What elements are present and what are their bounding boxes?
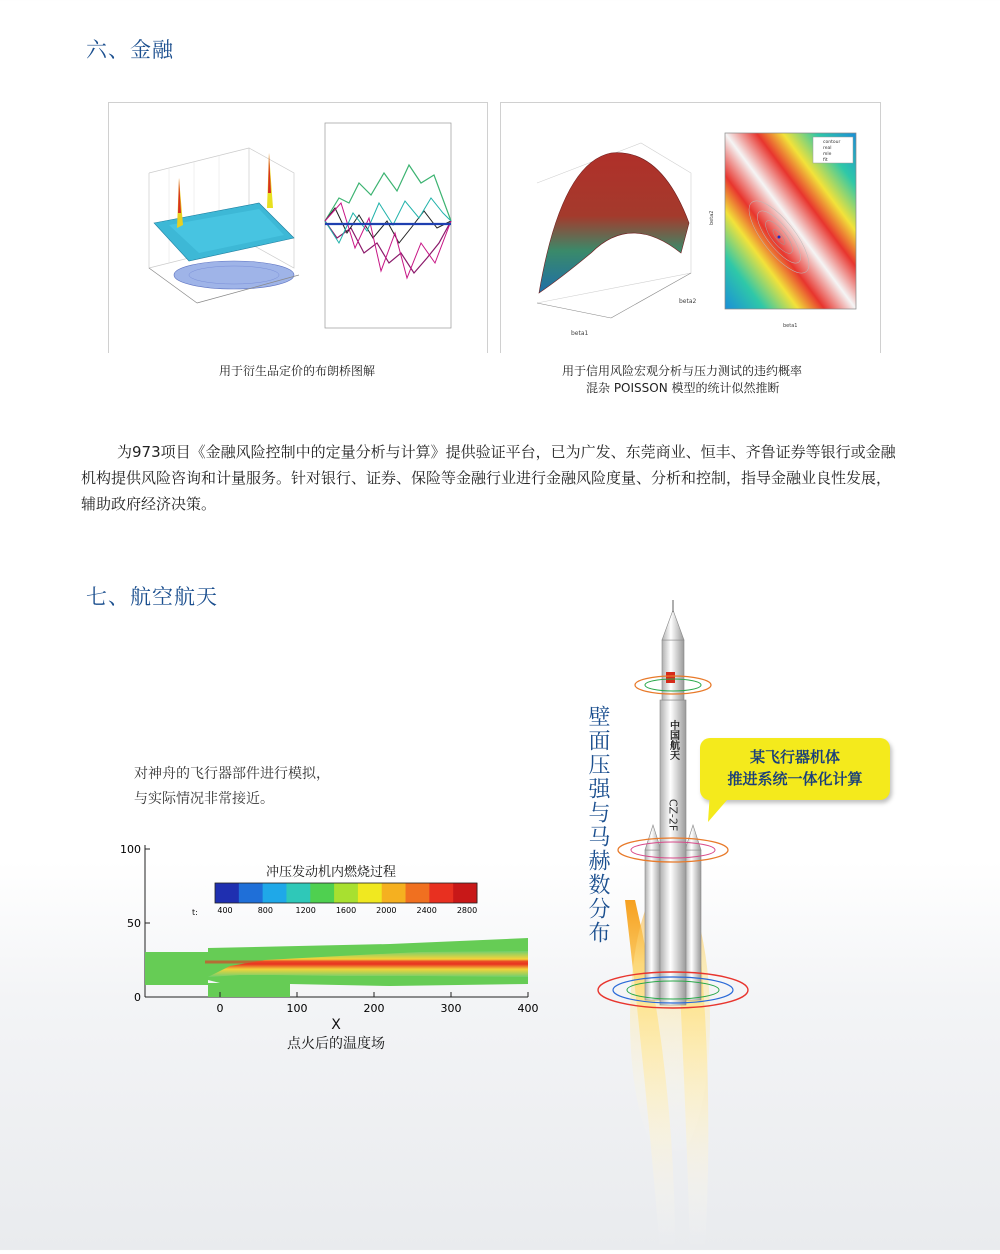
colorbar-swatch xyxy=(382,883,406,903)
legend-mle: mle xyxy=(823,152,832,157)
brownian-bridge-plots xyxy=(109,103,487,353)
colorbar-swatch xyxy=(310,883,334,903)
y-tick-label: 50 xyxy=(127,917,141,930)
x-tick-label: 400 xyxy=(517,1002,539,1015)
bridge-surface-plot xyxy=(149,148,299,303)
colorbar-tick-label: 2800 xyxy=(456,906,478,915)
likelihood-plots xyxy=(501,103,880,353)
colorbar-swatch xyxy=(263,883,287,903)
section-6-title: 六、金融 xyxy=(86,38,174,62)
surface-xlabel: beta1 xyxy=(571,330,589,337)
likelihood-surface-plot xyxy=(537,143,697,337)
colorbar-tick-label: 1600 xyxy=(335,906,357,915)
figure-poisson-likelihood xyxy=(500,102,881,353)
colorbar-label: t: xyxy=(192,908,198,917)
colorbar-swatch xyxy=(358,883,382,903)
surface-ylabel: beta2 xyxy=(679,298,697,305)
legend-contour: contour xyxy=(823,140,841,145)
temperature-field-svg xyxy=(100,835,540,1055)
y-tick-label: 100 xyxy=(120,843,141,856)
colorbar-swatch xyxy=(334,883,358,903)
figure-brownian-bridge xyxy=(108,102,488,353)
caption-poisson-line2: 混杂 POISSON 模型的统计似然推断 xyxy=(586,381,780,395)
temperature-field-chart xyxy=(100,835,540,1055)
chart-title: 冲压发动机内燃烧过程 xyxy=(266,865,397,880)
x-tick-label: 200 xyxy=(363,1002,385,1015)
finance-paragraph: 为973项目《金融风险控制中的定量分析与计算》提供验证平台，已为广发、东莞商业、恒丰、齐鲁证券等银行或金融机构提供风险咨询和计量服务。针对银行、证券、保险等金融行业进行金融风险度量、分析和控制，指导金融业良性发展，辅助政府经济决策。 xyxy=(81,443,896,513)
colorbar xyxy=(215,883,478,915)
vertical-pressure-label: 壁面压强与马赫数分布 xyxy=(585,705,610,945)
legend-real: real xyxy=(823,146,832,151)
colorbar-swatch xyxy=(406,883,430,903)
x-axis-label: X xyxy=(331,1017,341,1033)
colorbar-swatch xyxy=(215,883,239,903)
colorbar-tick-label: 400 xyxy=(217,906,233,915)
x-tick-label: 300 xyxy=(440,1002,462,1015)
section-7-title: 七、航空航天 xyxy=(86,585,218,609)
colorbar-tick-label: 2000 xyxy=(376,906,397,915)
colorbar-swatch xyxy=(453,883,477,903)
caption-poisson-line1: 用于信用风险宏观分析与压力测试的违约概率 xyxy=(562,364,803,378)
colorbar-tick-label: 1200 xyxy=(295,906,316,915)
callout-line-2: 推进系统一体化计算 xyxy=(727,770,863,788)
y-tick-label: 0 xyxy=(134,991,141,1004)
legend-fit: fit xyxy=(823,158,828,163)
chart-caption: 点火后的温度场 xyxy=(287,1036,385,1052)
contour-ylabel: beta2 xyxy=(709,210,715,225)
intro-line-2: 与实际情况非常接近。 xyxy=(134,791,274,807)
x-tick-label: 100 xyxy=(286,1002,308,1015)
contour-xlabel: beta1 xyxy=(783,323,798,329)
likelihood-contour-plot xyxy=(709,133,856,329)
rocket-label-china: 中国航天 xyxy=(667,720,679,760)
colorbar-tick-label: 2400 xyxy=(416,906,437,915)
intro-line-1: 对神舟的飞行器部件进行模拟， xyxy=(134,766,330,782)
callout-pointer xyxy=(704,792,744,824)
bridge-paths-plot xyxy=(325,123,451,328)
colorbar-swatch xyxy=(429,883,453,903)
colorbar-swatch xyxy=(286,883,310,903)
colorbar-tick-label: 800 xyxy=(257,906,273,915)
caption-brownian-bridge: 用于衍生品定价的布朗桥图解 xyxy=(218,364,375,378)
callout-line-1: 某飞行器机体 xyxy=(749,748,840,766)
rocket-svg xyxy=(590,600,760,1250)
propulsion-callout xyxy=(700,738,890,800)
rocket-illustration xyxy=(590,600,760,1250)
rocket-label-model: CZ-2F xyxy=(666,798,680,832)
x-tick-label: 0 xyxy=(216,1002,224,1015)
colorbar-swatch xyxy=(239,883,263,903)
